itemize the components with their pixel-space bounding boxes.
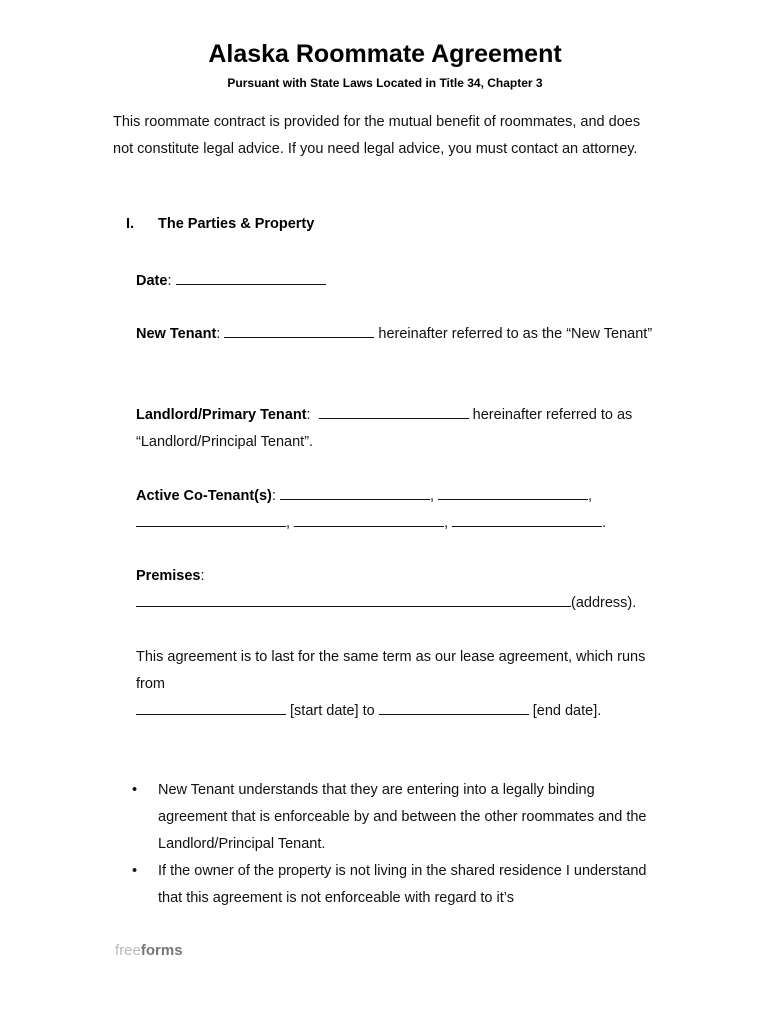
new-tenant-row: New Tenant: hereinafter referred to as the “New Tenant” xyxy=(136,321,656,348)
cotenant-blank-1[interactable] xyxy=(280,484,430,500)
landlord-blank[interactable] xyxy=(319,403,469,419)
bullet-text: If the owner of the property is not living in the shared residence I understand that this agreement is not enforceable with regard to it’s xyxy=(158,863,647,906)
document-subtitle: Pursuant with State Laws Located in Title 34, Chapter 3 xyxy=(227,76,543,90)
freeforms-logo xyxy=(115,942,183,959)
terms-bullet-list xyxy=(130,777,650,912)
end-date-label: [end date]. xyxy=(532,703,602,719)
cotenant-blank-3[interactable] xyxy=(136,511,286,527)
list-item xyxy=(130,858,650,912)
cotenant-blank-5[interactable] xyxy=(452,511,602,527)
list-item xyxy=(130,777,650,858)
bullet-icon: • xyxy=(132,863,138,879)
landlord-label: Landlord/Primary Tenant xyxy=(136,407,307,423)
premises-address-blank[interactable] xyxy=(136,591,571,607)
bullet-text: New Tenant understands that they are entering into a legally binding agreement that is enforceable by and between the other roommates and the Landlord/Principal Tenant. xyxy=(158,782,647,852)
start-date-label: [start date] to xyxy=(290,703,375,719)
premises-suffix: (address). xyxy=(571,595,637,611)
term-text: This agreement is to last for the same term as our lease agreement, which runs from xyxy=(136,649,646,692)
new-tenant-label: New Tenant xyxy=(136,326,217,342)
logo-part-forms: forms xyxy=(140,942,183,959)
term-row xyxy=(136,644,656,725)
bullet-icon: • xyxy=(132,782,138,798)
date-field-row: Date: xyxy=(136,268,656,295)
landlord-suffix: hereinafter referred to as “Landlord/Principal Tenant”. xyxy=(136,407,633,450)
logo-part-free: free xyxy=(115,942,141,959)
premises-label: Premises xyxy=(136,568,201,584)
section-number: I. xyxy=(126,216,135,232)
new-tenant-blank[interactable] xyxy=(224,322,374,338)
date-label: Date xyxy=(136,273,168,289)
date-blank[interactable] xyxy=(176,269,326,285)
intro-paragraph: This roommate contract is provided for the mutual benefit of roommates, and does not constitute legal advice. If you need legal advice, you must contact an attorney. xyxy=(113,114,641,157)
new-tenant-suffix: hereinafter referred to as the “New Tenant” xyxy=(378,326,653,342)
section-heading xyxy=(126,216,314,232)
cotenant-blank-2[interactable] xyxy=(438,484,588,500)
landlord-row: Landlord/Primary Tenant: hereinafter referred to as “Landlord/Principal Tenant”. xyxy=(136,402,656,456)
cotenants-label: Active Co-Tenant(s) xyxy=(136,488,272,504)
start-date-blank[interactable] xyxy=(136,699,286,715)
document-title: Alaska Roommate Agreement xyxy=(208,40,562,68)
section-title: The Parties & Property xyxy=(158,216,315,232)
cotenants-row: Active Co-Tenant(s): , , , , . xyxy=(136,483,656,537)
premises-row: Premises: (address). xyxy=(136,568,637,611)
end-date-blank[interactable] xyxy=(379,699,529,715)
cotenant-blank-4[interactable] xyxy=(294,511,444,527)
